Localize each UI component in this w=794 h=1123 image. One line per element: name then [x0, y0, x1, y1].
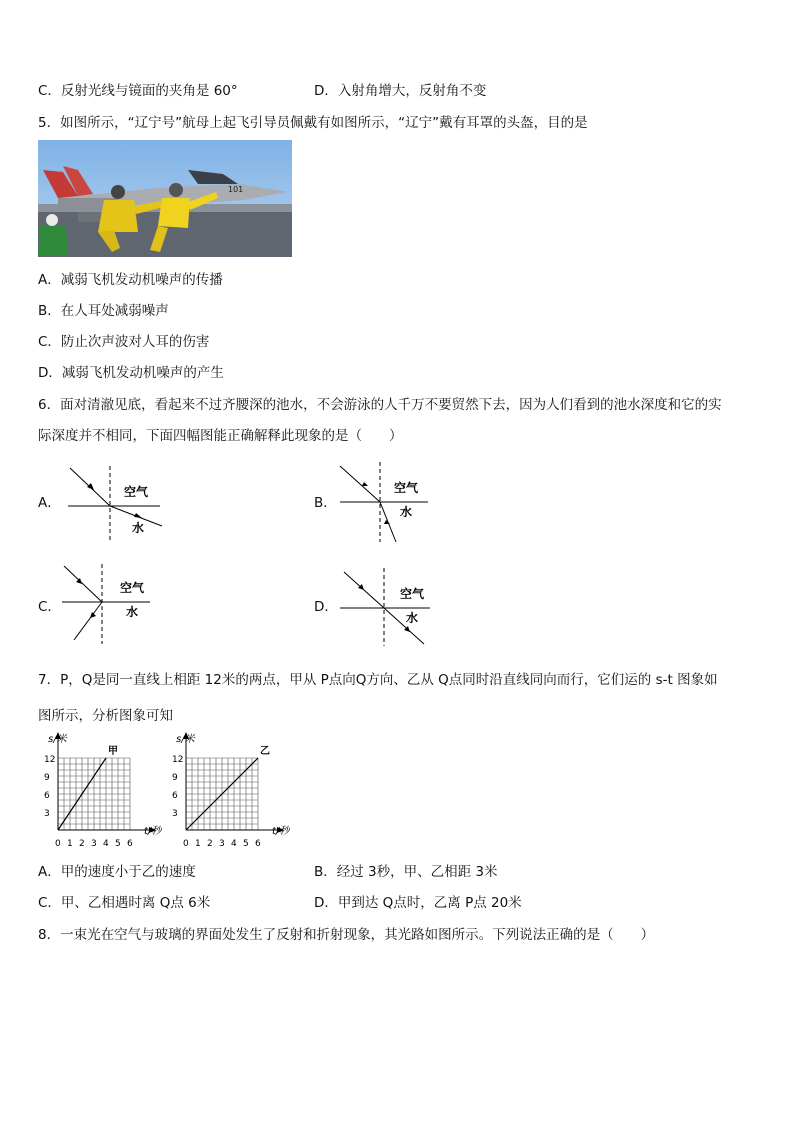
water-label: 水 [126, 605, 139, 619]
q6-diagram-c [60, 564, 180, 650]
air-label: 空气 [400, 587, 425, 601]
q4-option-d: D．入射角增大，反射角不变 [314, 83, 487, 99]
q5-option-c: C．防止次声波对人耳的伤害 [38, 334, 210, 350]
x-tick-label: 3 [91, 839, 97, 849]
y-tick-label: 12 [44, 755, 56, 765]
x-tick-label: 6 [255, 839, 261, 849]
y-tick-label: 6 [172, 791, 178, 801]
series-label: 乙 [260, 746, 270, 757]
x-tick-label: 0 [183, 839, 189, 849]
x-tick-label: 1 [67, 839, 73, 849]
q7-graph-yi [166, 730, 296, 858]
water-label: 水 [400, 505, 413, 519]
water-label: 水 [132, 521, 145, 535]
q6-diagram-d-label: D． [314, 599, 338, 615]
q7-option-c: C．甲、乙相遇时离 Q点 6米 [38, 895, 211, 911]
q6-diagram-a-label: A． [38, 495, 61, 511]
q7-stem-line2: 图所示，分析图象可知 [38, 708, 173, 724]
jet-launch-illustration [38, 140, 292, 257]
q5-option-b: B．在人耳处减弱噪声 [38, 303, 169, 319]
q6-diagram-c-label: C． [38, 599, 61, 615]
x-tick-label: 3 [219, 839, 225, 849]
q7-option-d: D．甲到达 Q点时，乙离 P点 20米 [314, 895, 522, 911]
aircraft-carrier-photo [38, 140, 292, 257]
y-axis-label: s/米 [176, 734, 195, 745]
q8-stem: 8．一束光在空气与玻璃的界面处发生了反射和折射现象，其光路如图所示。下列说法正确的是（ ） [38, 927, 655, 943]
air-label: 空气 [120, 581, 145, 595]
x-tick-label: 0 [55, 839, 61, 849]
q7-stem-line1: 7．P，Q是同一直线上相距 12米的两点，甲从 P点向Q方向、乙从 Q点同时沿直线同向而行，它们运的 s-t 图象如 [38, 672, 718, 688]
q6-diagram-b-label: B． [314, 495, 337, 511]
q7-graph-jia [38, 730, 168, 858]
x-tick-label: 6 [127, 839, 133, 849]
y-tick-label: 9 [172, 773, 178, 783]
x-axis-label: t/秒 [144, 826, 162, 837]
water-label: 水 [406, 611, 419, 625]
y-tick-label: 9 [44, 773, 50, 783]
q7-option-b: B．经过 3秒，甲、乙相距 3米 [314, 864, 498, 880]
x-tick-label: 5 [243, 839, 249, 849]
y-tick-label: 12 [172, 755, 184, 765]
q6-diagram-a [60, 462, 180, 548]
q4-option-c: C．反射光线与镜面的夹角是 60° [38, 83, 238, 99]
q5-stem: 5．如图所示，“辽宁号”航母上起飞引导员佩戴有如图所示，“辽宁”戴有耳罩的头盔，目的是 [38, 115, 588, 131]
jet-number: 101 [228, 185, 244, 194]
x-tick-label: 2 [79, 839, 85, 849]
x-tick-label: 5 [115, 839, 121, 849]
q7-option-a: A．甲的速度小于乙的速度 [38, 864, 196, 880]
y-axis-label: s/米 [48, 734, 67, 745]
air-label: 空气 [394, 481, 419, 495]
q6-diagram-b [334, 462, 454, 548]
q5-option-d: D．减弱飞机发动机噪声的产生 [38, 365, 224, 381]
x-tick-label: 2 [207, 839, 213, 849]
q6-diagram-d [334, 566, 454, 652]
x-tick-label: 4 [231, 839, 237, 849]
q5-option-a: A．减弱飞机发动机噪声的传播 [38, 272, 223, 288]
series-label: 甲 [108, 746, 118, 757]
air-label: 空气 [124, 485, 149, 499]
y-tick-label: 3 [44, 809, 50, 819]
x-tick-label: 4 [103, 839, 109, 849]
x-axis-label: t/秒 [272, 826, 290, 837]
x-tick-label: 1 [195, 839, 201, 849]
q6-stem-line2: 际深度并不相同，下面四幅图能正确解释此现象的是（ ） [38, 428, 403, 444]
y-tick-label: 6 [44, 791, 50, 801]
q6-stem-line1: 6．面对清澈见底，看起来不过齐腰深的池水，不会游泳的人千万不要贸然下去，因为人们看到的池水深度和它的实 [38, 397, 722, 413]
y-tick-label: 3 [172, 809, 178, 819]
